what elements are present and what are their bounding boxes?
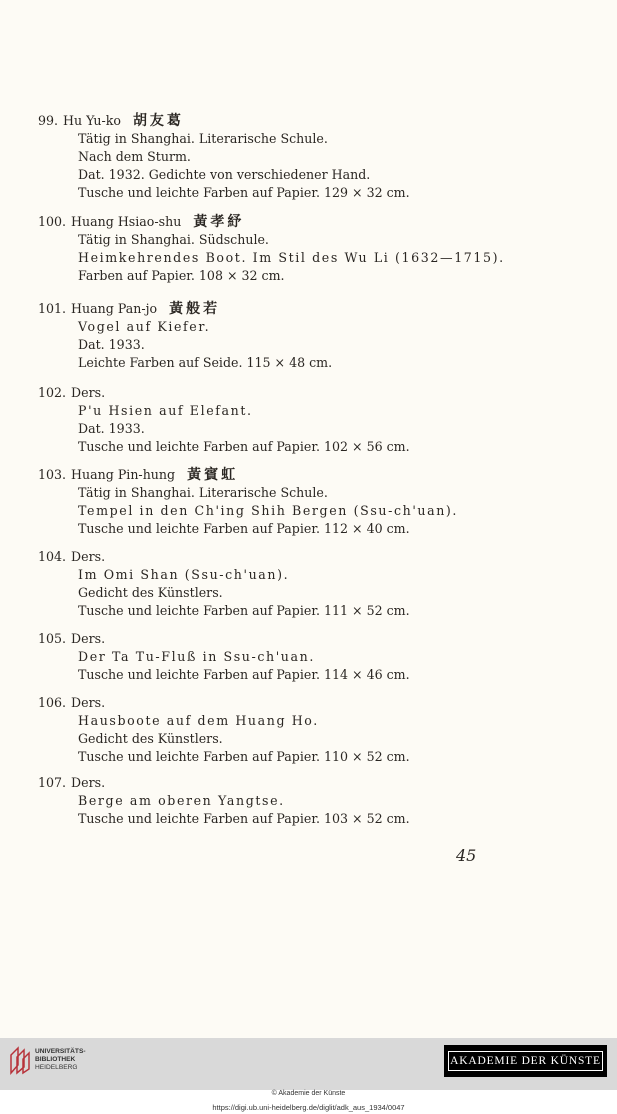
artist-name: Ders. <box>71 631 106 646</box>
source-url-link[interactable]: https://digi.ub.uni-heidelberg.de/diglit/adk_aus_1934/0047 <box>212 1103 405 1112</box>
akademie-logo-text: AKADEMIE DER KÜNSTE <box>448 1051 603 1071</box>
entry-line: Tusche und leichte Farben auf Papier. 103 × 52 cm. <box>78 811 410 826</box>
entry-heading <box>38 300 598 318</box>
entry-heading <box>38 694 598 712</box>
viewer-footer <box>0 1038 617 1090</box>
artist-name: Hu Yu-ko <box>63 113 121 128</box>
entry-heading <box>38 774 598 792</box>
artist-name: Ders. <box>71 549 106 564</box>
catalog-entry-106 <box>38 694 598 766</box>
artist-name: Huang Pin-hung <box>71 467 176 482</box>
entry-heading <box>38 548 598 566</box>
entry-heading <box>38 466 598 484</box>
library-name-line: HEIDELBERG <box>35 1064 78 1071</box>
entry-line: Tusche und leichte Farben auf Papier. 112 × 40 cm. <box>78 521 410 536</box>
entry-number: 103. <box>38 467 67 482</box>
entry-line: Nach dem Sturm. <box>78 149 191 164</box>
entry-number: 107. <box>38 775 67 790</box>
entry-number: 104. <box>38 549 67 564</box>
library-name-line: UNIVERSITÄTS- <box>35 1048 86 1055</box>
entry-line: Tusche und leichte Farben auf Papier. 114 × 46 cm. <box>78 667 410 682</box>
entry-number: 102. <box>38 385 67 400</box>
catalog-entry-101 <box>38 300 598 372</box>
entry-line: Leichte Farben auf Seide. 115 × 48 cm. <box>78 355 333 370</box>
artist-name-chinese: 胡友葛 <box>132 113 184 129</box>
artist-name: Ders. <box>71 695 106 710</box>
entry-line: Gedicht des Künstlers. <box>78 585 223 600</box>
artist-name-chinese: 黃賓虹 <box>187 467 239 483</box>
entry-line: Vogel auf Kiefer. <box>78 319 211 334</box>
entry-line: Tusche und leichte Farben auf Papier. 111 × 52 cm. <box>78 603 410 618</box>
artist-name: Huang Pan-jo <box>71 301 158 316</box>
library-name-line: BIBLIOTHEK <box>35 1056 76 1063</box>
entry-number: 105. <box>38 631 67 646</box>
entry-line: Dat. 1933. <box>78 421 145 436</box>
entry-line: Gedicht des Künstlers. <box>78 731 223 746</box>
entry-number: 100. <box>38 214 67 229</box>
artist-name-chinese: 黃孝紓 <box>193 214 245 230</box>
entry-line: Im Omi Shan (Ssu-ch'uan). <box>78 567 290 582</box>
copyright-notice: © Akademie der Künste <box>271 1090 346 1097</box>
catalog-entry-105 <box>38 630 598 684</box>
university-library-wordmark[interactable] <box>35 1048 86 1072</box>
university-library-logo-icon[interactable] <box>9 1045 31 1075</box>
entry-line: Tätig in Shanghai. Südschule. <box>78 232 269 247</box>
entry-line: Tusche und leichte Farben auf Papier. 110 × 52 cm. <box>78 749 410 764</box>
entry-heading <box>38 384 598 402</box>
entry-line: Dat. 1932. Gedichte von verschiedener Hand. <box>78 167 371 182</box>
entry-line: Tusche und leichte Farben auf Papier. 102 × 56 cm. <box>78 439 410 454</box>
entry-number: 99. <box>38 113 59 128</box>
page-number: 45 <box>456 846 477 865</box>
artist-name-chinese: 黃般若 <box>169 301 221 317</box>
catalog-entry-102 <box>38 384 598 456</box>
entry-line: Berge am oberen Yangtse. <box>78 793 285 808</box>
artist-name: Huang Hsiao-shu <box>71 214 182 229</box>
entry-number: 106. <box>38 695 67 710</box>
entry-heading <box>38 630 598 648</box>
entry-number: 101. <box>38 301 67 316</box>
entry-line: Tätig in Shanghai. Literarische Schule. <box>78 485 328 500</box>
entry-line: Tempel in den Ch'ing Shih Bergen (Ssu-ch'uan). <box>78 503 459 518</box>
entry-line: Tätig in Shanghai. Literarische Schule. <box>78 131 328 146</box>
entry-line: Hausboote auf dem Huang Ho. <box>78 713 319 728</box>
catalog-entry-107 <box>38 774 598 828</box>
catalog-entry-103 <box>38 466 598 538</box>
entry-line: Der Ta Tu-Fluß in Ssu-ch'uan. <box>78 649 315 664</box>
akademie-logo[interactable] <box>444 1045 607 1077</box>
entry-line: Tusche und leichte Farben auf Papier. 129 × 32 cm. <box>78 185 410 200</box>
catalog-entry-104 <box>38 548 598 620</box>
entry-heading <box>38 213 598 231</box>
entry-line: Dat. 1933. <box>78 337 145 352</box>
entry-line: P'u Hsien auf Elefant. <box>78 403 253 418</box>
artist-name: Ders. <box>71 775 106 790</box>
catalog-entry-100 <box>38 213 598 285</box>
catalog-entry-99 <box>38 112 598 202</box>
entry-line: Farben auf Papier. 108 × 32 cm. <box>78 268 285 283</box>
entry-heading <box>38 112 598 130</box>
artist-name: Ders. <box>71 385 106 400</box>
entry-line: Heimkehrendes Boot. Im Stil des Wu Li (1632—1715). <box>78 250 505 265</box>
